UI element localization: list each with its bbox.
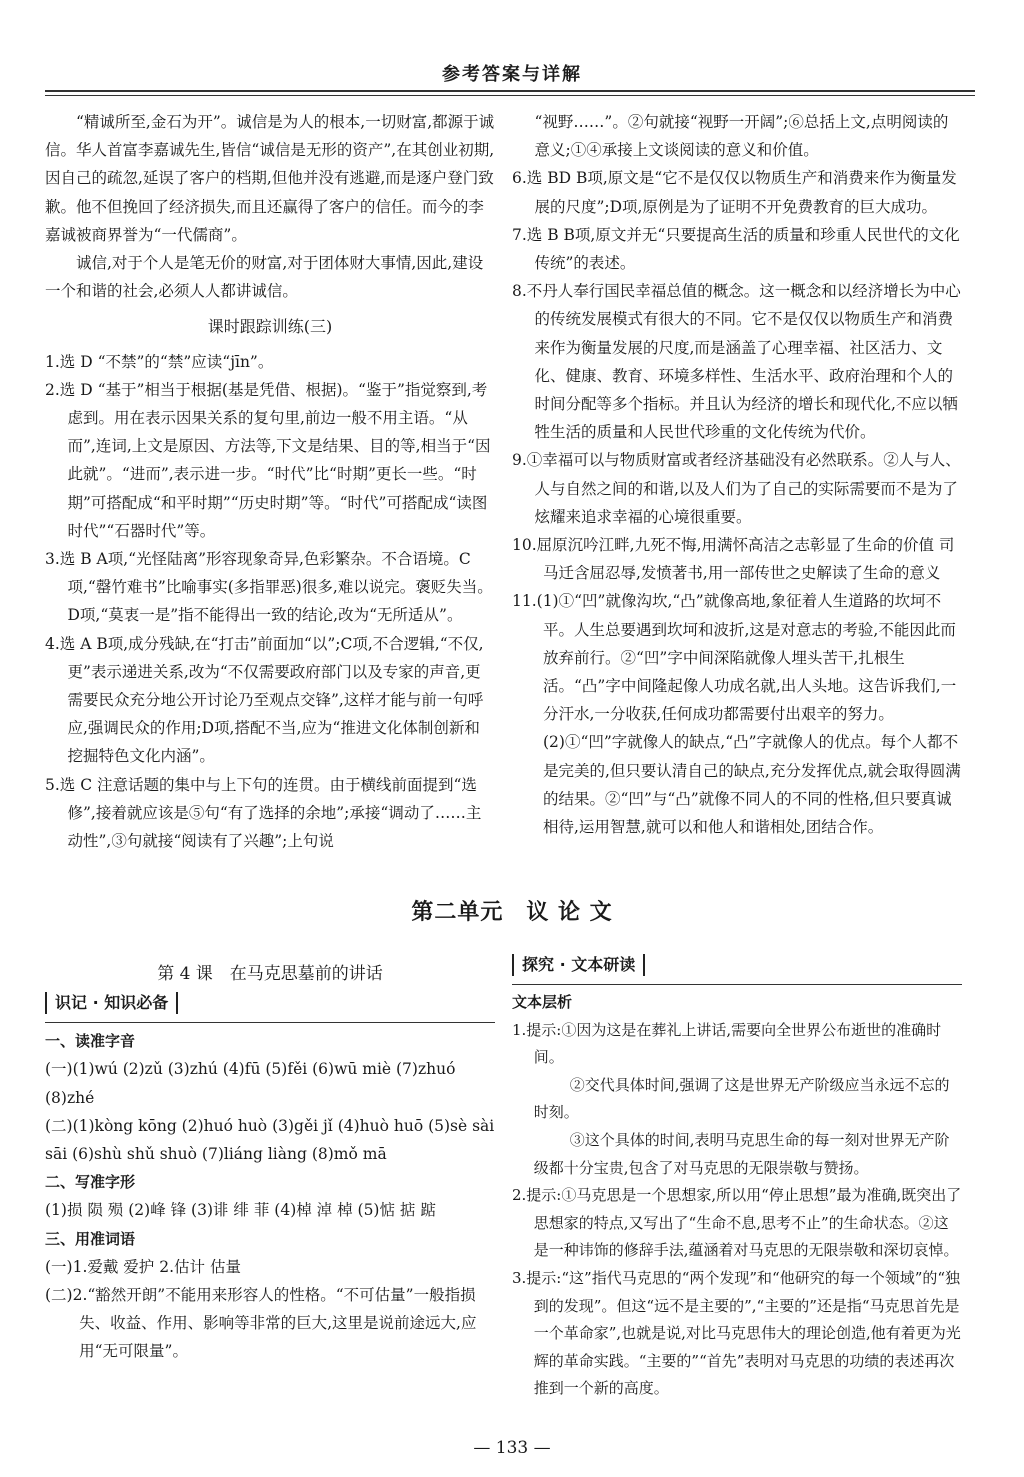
explore-box-label: 探究 · 文本研读: [512, 954, 645, 976]
answer-item-5-cont: “视野……”。②句就接“视野一开阔”;⑥总括上文,点明阅读的意义;①④承接上文谈阅读的意义和价值。: [534, 113, 949, 160]
explore-box-header: [512, 950, 962, 985]
words-line-1: (一)1.爱戴 爱护 2.估计 估量: [45, 1257, 241, 1276]
knowledge-box-header: [45, 988, 495, 1023]
pronunciation-line-2: (二)(1)kòng kōng (2)huó huò (3)gěi jǐ (4)huò huō (5)sè sài sāi (6)shù shǔ shuò (7)liáng liàng (8)mǒ mā: [45, 1116, 495, 1164]
answer-item-8: 8.不丹人奉行国民幸福总值的概念。这一概念和以经济增长为中心的传统发展模式有很大的不同。它不是仅仅以物质生产和消费来作为衡量发展的尺度,而是涵盖了心理幸福、社区活力、文化、健康、教育、环境多样性、生活水平、政府治理和个人的时间分配等多个指标。并且认为经济的增长和现代化,不应以牺牲生活的质量和人民世代珍重的文化传统为代价。: [512, 282, 961, 442]
answer-item-11-part-2: (2)①“凹”字就像人的缺点,“凸”字就像人的优点。每个人都不是完美的,但只要认清自己的缺点,充分发挥优点,就会取得圆满的结果。②“凹”与“凸”就像不同人的不同的性格,但只要真诚相待,运用智慧,就可以和他人和谐相处,团结合作。: [543, 733, 961, 837]
analysis-item-1: 1.提示:①因为这是在葬礼上讲话,需要向全世界公布逝世的准确时间。: [512, 1020, 942, 1067]
right-bottom-column: [512, 950, 962, 1403]
answer-item-5: 5.选 C 注意话题的集中与上下句的连贯。由于横线前面提到“选修”,接着就应该是⑤句“有了选择的余地”;承接“调动了……主动性”,③句就接“阅读有了兴趣”;上句说: [45, 775, 482, 851]
essay-paragraph-1: “精诚所至,金石为开”。诚信是为人的根本,一切财富,都源于诚信。华人首富李嘉诚先生,皆信“诚信是无形的资产”,在其创业初期,因自己的疏忽,延误了客户的档期,但他并没有逃避,而是逐户登门致歉。他不但挽回了经济损失,而且还赢得了客户的信任。而今的李嘉诚被商界誉为“一代儒商”。: [45, 113, 495, 244]
page-number: — 133 —: [473, 1438, 551, 1458]
page-header-title: 参考答案与详解: [442, 64, 582, 85]
text-analysis-title: 文本层析: [512, 993, 573, 1011]
answer-item-7: 7.选 B B项,原文并无“只要提高生活的质量和珍重人民世代的文化传统”的表述。: [512, 225, 960, 273]
characters-line-1: (1)损 陨 殒 (2)峰 锋 (3)诽 绯 菲 (4)棹 淖 棹 (5)惦 掂 踮: [45, 1201, 436, 1220]
section-characters-title: 二、写准字形: [45, 1173, 136, 1192]
section-title-practice: 课时跟踪训练(三): [207, 317, 333, 337]
section-words-title: 三、用准词语: [45, 1229, 136, 1248]
answer-item-9: 9.①幸福可以与物质财富或者经济基础没有必然联系。②人与人、人与自然之间的和谐,以及人们为了自己的实际需要而不是为了炫耀来追求幸福的心境很重要。: [512, 451, 961, 526]
analysis-item-3: 3.提示:“这”指代马克思的“两个发现”和“他研究的每一个领域”的“独到的发现”。但这“远不是主要的”,“主要的”还是指“马克思首先是一个革命家”,也就是说,对比马克思伟大的理论创造,他有着更为光辉的革命实践。“主要的”“首先”表明对马克思的功绩的表述再次推到一个新的高度。: [512, 1268, 961, 1398]
essay-paragraph-2: 诚信,对于个人是笔无价的财富,对于团体财大事情,因此,建设一个和谐的社会,必须人人都讲诚信。: [45, 254, 484, 301]
section-pronunciation-title: 一、读准字音: [45, 1032, 136, 1051]
answer-item-6: 6.选 BD B项,原文是“它不是仅仅以物质生产和消费来作为衡量发展的尺度”;D项,原例是为了证明不开免费教育的巨大成功。: [512, 169, 957, 216]
answer-item-10: 10.屈原沉吟江畔,九死不悔,用满怀高洁之志彰显了生命的价值 司马迁含屈忍辱,发愤著书,用一部传世之史解读了生命的意义: [512, 536, 955, 583]
answer-item-2: 2.选 D “基于”相当于根据(基是凭借、根据)。“鉴于”指觉察到,考虑到。用在表示因果关系的复句里,前边一般不用主语。“从而”,连词,上文是原因、方法等,下文是结果、目的等,相当于“因此就”。“进而”,表示进一步。“时代”比“时期”更长一些。“时期”可搭配成“和平时期”“历史时期”等。“时代”可搭配成“读图时代”“石器时代”等。: [45, 380, 491, 540]
answer-item-4: 4.选 A B项,成分残缺,在“打击”前面加“以”;C项,不合逻辑,“不仅,更”表示递进关系,改为“不仅需要政府部门以及专家的声音,更需要民众充分地公开讨论乃至观点交锋”,这样才能与前一句呼应,强调民众的作用;D项,搭配不当,应为“推进文化体制创新和挖掘特色文化内涵”。: [45, 634, 484, 766]
unit-title: 第二单元 议 论 文: [411, 900, 613, 925]
answer-item-11: 11.(1)①“凹”就像沟坎,“凸”就像高地,象征着人生道路的坎坷不平。人生总要遇到坎坷和波折,这是对意志的考验,不能因此而放弃前行。②“凹”字中间深陷就像人埋头苦干,扎根生活。“凸”字中间隆起像人功成名就,出人头地。这告诉我们,一分汗水,一分收获,任何成功都需要付出艰辛的努力。: [512, 592, 957, 724]
answer-item-1: 1.选 D “不禁”的“禁”应读“jīn”。: [45, 352, 274, 371]
header-rule-bottom: [45, 95, 975, 96]
words-line-2: (二)2.“豁然开朗”不能用来形容人的性格。“不可估量”一般指损失、收益、作用、影响等非常的巨大,这里是说前途远大,应用“无可限量”。: [45, 1286, 477, 1361]
right-top-column: [512, 108, 962, 841]
analysis-item-1-part-2: ②交代具体时间,强调了这是世界无产阶级应当永远不忘的时刻。: [533, 1075, 950, 1122]
analysis-item-2: 2.提示:①马克思是一个思想家,所以用“停止思想”最为准确,既突出了思想家的特点,又写出了“生命不息,思考不止”的生命状态。②这是一种讳饰的修辞手法,蕴涵着对马克思的无限崇敬和深切哀悼。: [512, 1186, 962, 1260]
analysis-item-1-part-3: ③这个具体的时间,表明马克思生命的每一刻对世界无产阶级都十分宝贵,包含了对马克思的无限崇敬与赞扬。: [533, 1130, 950, 1177]
pronunciation-line-1: (一)(1)wú (2)zǔ (3)zhú (4)fū (5)fěi (6)wū miè (7)zhuó (8)zhé: [45, 1060, 456, 1107]
knowledge-box-label: 识记 · 知识必备: [45, 992, 178, 1014]
lesson-title: 第 4 课 在马克思墓前的讲话: [157, 964, 383, 984]
left-bottom-column: [45, 960, 495, 1366]
answer-item-3: 3.选 B A项,“光怪陆离”形容现象奇异,色彩繁杂。不合语境。C项,“罄竹难书”比喻事实(多指罪恶)很多,难以说完。褒贬失当。D项,“莫衷一是”指不能得出一致的结论,改为“无所适从”。: [45, 550, 493, 625]
left-top-column: [45, 108, 495, 855]
header-rule-top: [45, 90, 975, 92]
